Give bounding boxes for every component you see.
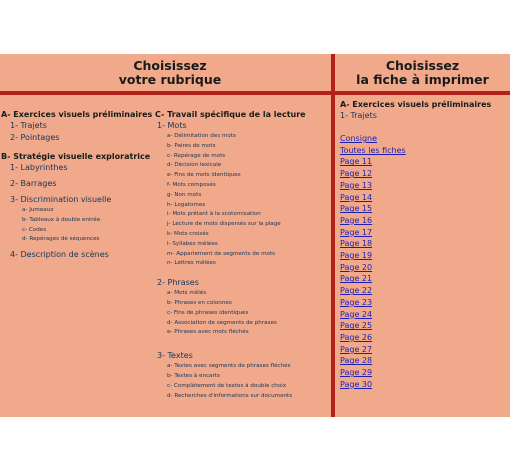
sheet-link[interactable]: Page 16 (340, 215, 373, 225)
menu-subitem[interactable]: b- Paires de mots (167, 142, 216, 149)
menu-item-textes[interactable]: 3- Textes (157, 351, 193, 361)
menu-subitem[interactable]: l- Syllabes mêlées (167, 240, 218, 247)
menu-subitem[interactable]: d- Recherches d'informations sur documents (167, 392, 293, 399)
heading-line: votre rubrique (118, 72, 222, 87)
sheet-link[interactable]: Page 27 (340, 344, 373, 354)
menu-subitem[interactable]: m- Appariement de segments de mots (167, 250, 276, 257)
menu-item[interactable]: 2- Pointages (10, 133, 60, 142)
heading-choose-section (0, 59, 340, 87)
sheet-link[interactable]: Page 24 (340, 309, 373, 319)
heading-line: Choisissez (385, 58, 460, 73)
menu-subitem[interactable]: g- Non mots (167, 191, 202, 198)
selected-section-title: A- Exercices visuels préliminaires (340, 100, 492, 109)
sheet-link[interactable]: Page 25 (340, 321, 373, 331)
menu-subitem[interactable]: c- Complètement de textes à double choix (167, 382, 287, 389)
sheet-link[interactable]: Toutes les fiches (340, 145, 406, 155)
menu-subitem[interactable]: a- Mots mêlés (167, 290, 207, 297)
menu-subitem[interactable]: e- Fins de mots identiques (167, 172, 241, 179)
menu-subitem[interactable]: j- Lecture de mots dispersés sur la plage (167, 221, 281, 228)
phrases-sublist (155, 289, 330, 338)
heading-choose-sheet (335, 59, 510, 87)
sheet-link[interactable]: Page 15 (340, 204, 373, 214)
menu-subitem[interactable]: c- Repérage de mots (167, 152, 226, 159)
menu-subitem[interactable]: d- Repérages de séquences (22, 236, 100, 243)
sheet-link[interactable]: Page 20 (340, 262, 373, 272)
menu-subitem[interactable]: a- Délimitation des mots (167, 133, 236, 139)
menu-item[interactable]: 1- Trajets (10, 121, 47, 130)
menu-item-phrases[interactable]: 2- Phrases (157, 278, 199, 288)
section-b-title[interactable]: B- Stratégie visuelle exploratrice (1, 152, 151, 161)
header-bar (0, 54, 510, 95)
section-list-left (1, 110, 153, 261)
menu-item-mots[interactable]: 1- Mots (157, 121, 187, 130)
sheet-link[interactable]: Page 26 (340, 332, 373, 342)
sheet-link[interactable]: Page 18 (340, 239, 373, 249)
sheet-link[interactable]: Page 29 (340, 368, 373, 378)
menu-subitem[interactable]: b- Phrases en colonnes (167, 299, 232, 306)
menu-item[interactable]: 4- Description de scènes (10, 250, 109, 260)
section-list-middle (155, 110, 330, 401)
section-a-title[interactable]: A- Exercices visuels préliminaires (1, 110, 153, 119)
menu-subitem[interactable]: e- Phrases avec mots fléchés (167, 329, 249, 336)
selected-subsection: 1- Trajets (340, 111, 377, 120)
menu-subitem[interactable]: c- Codes (22, 226, 47, 233)
heading-line: la fiche à imprimer (356, 72, 489, 87)
sheet-link[interactable]: Page 17 (340, 227, 373, 237)
textes-sublist (155, 362, 330, 401)
sheet-link[interactable]: Page 21 (340, 274, 373, 284)
menu-subitem[interactable]: c- Fins de phrases identiques (167, 309, 249, 316)
section-c-title[interactable]: C- Travail spécifique de la lecture (155, 110, 306, 119)
menu-item[interactable]: 3- Discrimination visuelle (10, 195, 112, 204)
menu-subitem[interactable]: i- Mots prêtant à la scotomisation (167, 211, 261, 218)
sheet-link[interactable]: Page 23 (340, 297, 373, 307)
sheet-link[interactable]: Page 12 (340, 169, 373, 179)
menu-subitem[interactable]: f- Mots composés (167, 181, 216, 188)
content-area (0, 95, 510, 417)
menu-item[interactable]: 2- Barrages (10, 179, 57, 188)
menu-subitem[interactable]: n- Lettres mêlées (167, 260, 216, 267)
sheet-link[interactable]: Page 28 (340, 356, 373, 366)
sheet-link[interactable]: Page 19 (340, 251, 373, 261)
menu-subitem[interactable]: a- Jumeaux (22, 207, 54, 213)
heading-line: Choisissez (133, 58, 207, 73)
menu-subitem[interactable]: d- Décision lexicale (167, 162, 222, 169)
vertical-divider (331, 54, 335, 417)
menu-subitem[interactable]: b- Textes à encarts (167, 372, 220, 379)
sheet-link[interactable]: Page 30 (340, 379, 373, 389)
sheet-link[interactable]: Page 22 (340, 286, 373, 296)
sheet-link[interactable]: Page 14 (340, 192, 373, 202)
menu-subitem[interactable]: k- Mots croisés (167, 230, 209, 237)
sheet-links (340, 133, 508, 390)
menu-subitem[interactable]: h- Logatomes (167, 201, 206, 208)
menu-subitem[interactable]: d- Association de segments de phrases (167, 319, 277, 326)
menu-subitem[interactable]: a- Textes avec segments de phrases fléchés (167, 363, 291, 370)
sheet-link[interactable]: Page 11 (340, 157, 373, 167)
sheet-link[interactable]: Page 13 (340, 180, 373, 190)
mots-sublist (155, 132, 330, 269)
menu-subitem[interactable]: b- Tableaux à double entrée (22, 216, 101, 223)
menu-item[interactable]: 1- Labyrinthes (10, 163, 68, 172)
sheet-link[interactable]: Consigne (340, 134, 378, 143)
sheet-panel (340, 100, 508, 390)
